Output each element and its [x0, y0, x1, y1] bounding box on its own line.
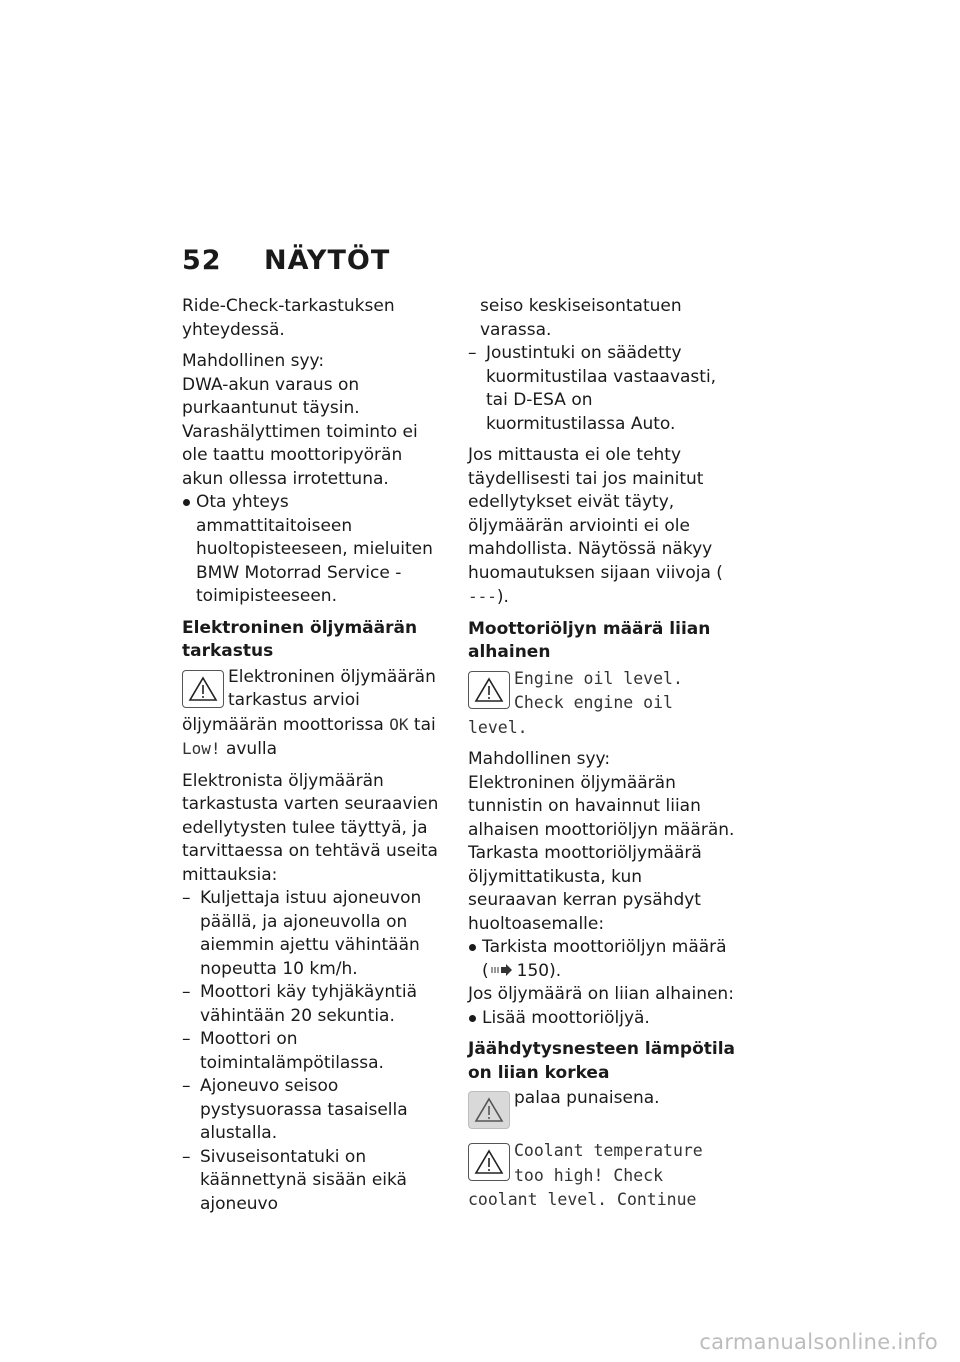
warning-triangle-icon: [468, 1143, 510, 1181]
measurement-text-b: ).: [496, 587, 509, 607]
warning-triangle-icon: [468, 671, 510, 709]
right-column: [468, 295, 736, 1221]
or-word: tai: [413, 714, 436, 735]
list-item: – Kuljettaja istuu ajoneuvon päällä, ja ajoneuvolla on aiemmin ajettu vähintään nopeutta 10 km/h.: [182, 887, 448, 981]
list-item: – Joustintuki on säädetty kuormitustilaa vastaavasti, tai D-ESA on kuormitustilassa Auto.: [468, 342, 736, 436]
chapter-title: NÄYTÖT: [264, 244, 391, 276]
oil-low-message: [468, 667, 736, 741]
oil-check-note-text-a: Elektroninen öljymäärän tarkastus arvioi öljymäärän moottorissa: [182, 666, 436, 735]
check-oil-text: Tarkista moottoriöljyn määrä (: [482, 937, 727, 981]
list-item: – Moottori on toimintalämpötilassa.: [182, 1028, 448, 1075]
oil-check-note: [182, 666, 448, 762]
paragraph-ride-check: Ride-Check-tarkastuksen yhteydessä.: [182, 296, 395, 340]
warning-triangle-icon: [182, 670, 224, 708]
measurement-text-a: Jos mittausta ei ole tehty täydellisesti tai jos mainitut edellytykset eivät täyty, öljymäärän arviointi ei ole mahdollista. Näytössä näkyy huomautuksen sijaan viivoja (: [468, 445, 723, 583]
warning-lamp-icon: [468, 1091, 510, 1129]
bullet-add-oil: Lisää moottoriöljyä.: [468, 1007, 736, 1031]
if-oil-low: Jos öljymäärä on liian alhainen:: [468, 984, 734, 1004]
page-reference-arrow-icon: [491, 964, 513, 976]
list-item: – Ajoneuvo seisoo pystysuorassa tasaisella alustalla.: [182, 1075, 448, 1146]
dashes-code: ---: [468, 587, 497, 606]
conditions-intro: Elektronista öljymäärän tarkastusta varten seuraavien edellytysten tulee täyttyä, ja tarvittaessa on tehtävä useita mittauksia:: [182, 770, 439, 885]
oil-check-note-text-b: avulla: [225, 739, 278, 759]
low-code: Low!: [182, 739, 221, 758]
coolant-lamp-text: palaa punaisena.: [514, 1088, 660, 1108]
list-item: – Sivuseisontatuki on käännettynä sisään eikä ajoneuvo: [182, 1146, 448, 1217]
cause-text: DWA-akun varaus on purkaantunut täysin. Varashälyttimen toiminto ei ole taattu moottoripyörän akun ollessa irrotettuna.: [182, 374, 418, 489]
ok-code: OK: [389, 714, 409, 734]
heading-oil-check: Elektroninen öljymäärän tarkastus: [182, 617, 418, 661]
cause-label: Mahdollinen syy:: [182, 351, 325, 371]
cause-label-right: Mahdollinen syy:: [468, 749, 611, 769]
conditions-list: [182, 887, 448, 1216]
heading-coolant-high: Jäähdytysnesteen lämpötila on liian korkea: [468, 1039, 736, 1083]
list-item: – Moottori käy tyhjäkäyntiä vähintään 20 sekuntia.: [182, 981, 448, 1028]
oil-display-message: Engine oil level. Check engine oil level.: [468, 668, 683, 737]
coolant-display-message: Coolant temperature too high! Check coolant level. Continue: [468, 1141, 703, 1209]
coolant-message: [468, 1139, 736, 1213]
oil-cause-text: Elektroninen öljymäärän tunnistin on havainnut liian alhaisen moottoriöljyn määrän. Tarkasta moottoriöljymäärä öljymittatikusta, kun seuraavan kerran pysähdyt huoltoasemalle:: [468, 772, 735, 934]
condition-continuation: seiso keskiseisontatuen varassa.: [480, 296, 682, 340]
page-reference-number[interactable]: 150: [516, 960, 550, 981]
heading-oil-low: Moottoriöljyn määrä liian alhainen: [468, 618, 711, 662]
bullet-check-oil: [468, 936, 736, 983]
conditions-list-cont: [468, 342, 736, 436]
page-number: 52: [182, 244, 222, 276]
watermark: carmanualsonline.info: [699, 1330, 938, 1354]
paragraph-measurement-incomplete: [468, 444, 736, 610]
page-header: [182, 240, 390, 280]
bullet-contact-service: Ota yhteys ammattitaitoiseen huoltopisteeseen, mieluiten BMW Motorrad Service -toimipisteeseen.: [182, 491, 448, 609]
left-column: [182, 295, 448, 1224]
check-oil-close: ).: [549, 960, 562, 981]
coolant-lamp-note: [468, 1087, 736, 1131]
